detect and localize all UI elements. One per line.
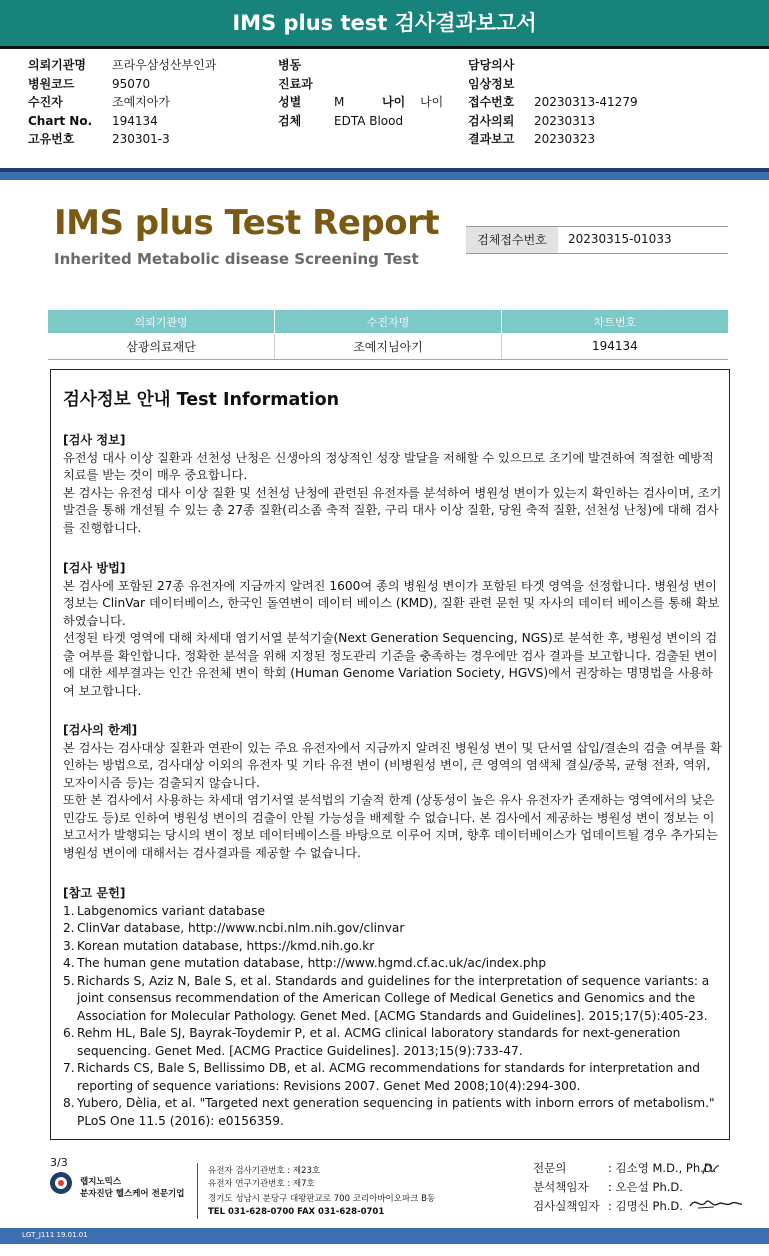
section-references bbox=[63, 885, 723, 1130]
reference-text: Korean mutation database, https://kmd.nih.go.kr bbox=[77, 938, 375, 953]
reference-text: Richards S, Aziz N, Bale S, et al. Standards and guidelines for the interpretation of sequence variants: a joint consensus recommendation of the American College of Medical Genetics and Genomics and the Association for Molecular Pathology. Genet Med. [ACMG Standards and Guidelines]. 2015;17(5):405-23. bbox=[77, 973, 710, 1023]
reference-text: Yubero, Dèlia, et al. "Targeted next generation sequencing in patients with inborn errors of metabolism." PLoS One 11.5 (2016): e0156359. bbox=[77, 1096, 715, 1128]
receipt-no-label: 접수번호 bbox=[468, 95, 515, 109]
signer-role-1: 전문의 bbox=[533, 1161, 567, 1175]
lab-address: 경기도 성남시 분당구 대왕판교로 700 코리아바이오파크 B동 bbox=[208, 1194, 436, 1204]
age-value: 나이 bbox=[420, 95, 444, 109]
signer-name-2: : 오은설 Ph.D. bbox=[608, 1180, 683, 1194]
reference-item: 8. Yubero, Dèlia, et al. "Targeted next generation sequencing in patients with inborn errors of metabolism." PLoS One 11.5 (2016): e0156359. bbox=[63, 1096, 715, 1128]
footer-divider bbox=[197, 1163, 198, 1219]
col-header-patient: 수진자명 bbox=[275, 310, 502, 333]
signer-role-3: 검사실책임자 bbox=[533, 1199, 600, 1213]
sex-label: 성별 bbox=[278, 95, 302, 109]
patient-name-label: 수진자 bbox=[28, 95, 63, 109]
signer-role-2: 분석책임자 bbox=[533, 1180, 589, 1194]
paragraph: 선정된 타겟 영역에 대해 차세대 염기서열 분석기술(Next Generation Sequencing, NGS)로 분석한 후, 병원성 변이의 검출 여부를 확인합니다. 정확한 분석을 위해 지정된 정도관리 기준을 충족하는 경우에만 검사 결과를 보고합니다. 검출된 변이에 대한 세부결과는 인간 유전체 변이 학회 (Human Genome Variation Society, HGVS)에서 권장하는 명명법을 사용하여 보고합니다. bbox=[63, 631, 718, 698]
lab-license-2: 유전자 연구기관번호 : 제7호 bbox=[208, 1179, 315, 1189]
specimen-value: EDTA Blood bbox=[334, 113, 404, 128]
reference-item: 5. Richards S, Aziz N, Bale S, et al. Standards and guidelines for the interpretation of sequence variants: a joint consensus recommendation of the American College of Medical Genetics and Genomics and the Association for Molecular Pathology. Genet Med. [ACMG Standards and Guidelines]. 2015;17(5):405-23. bbox=[63, 973, 710, 1023]
request-date-label: 검사의뢰 bbox=[468, 113, 515, 128]
reference-item: 1. Labgenomics variant database bbox=[63, 903, 266, 918]
reference-text: The human gene mutation database, http://www.hgmd.cf.ac.uk/ac/index.php bbox=[77, 956, 547, 970]
department-label: 진료과 bbox=[278, 76, 313, 91]
ordering-institution-label: 의뢰기관명 bbox=[28, 58, 86, 72]
doctor-label: 담당의사 bbox=[468, 58, 515, 72]
section-test-method bbox=[63, 560, 723, 700]
reference-item: 2. ClinVar database, http://www.ncbi.nlm.nih.gov/clinvar bbox=[63, 921, 405, 935]
col-header-chart: 차트번호 bbox=[501, 310, 728, 333]
reference-text: Richards CS, Bale S, Bellissimo DB, et al. ACMG recommendations for standards for interpretation and reporting of sequence variations: Revisions 2007. Genet Med 2008;10(4):294-300. bbox=[77, 1061, 701, 1093]
reference-text: ClinVar database, http://www.ncbi.nlm.nih.gov/clinvar bbox=[77, 921, 405, 935]
patient-info-col3 bbox=[468, 56, 638, 149]
signature-icon bbox=[688, 1194, 744, 1214]
age-label: 나이 bbox=[382, 95, 406, 109]
hospital-code-value: 95070 bbox=[112, 76, 151, 91]
reference-item: 3. Korean mutation database, https://kmd.nih.go.kr bbox=[63, 938, 375, 953]
sex-value: M bbox=[334, 95, 345, 109]
reference-text: Labgenomics variant database bbox=[77, 903, 266, 918]
receipt-no-value: 20230313-41279 bbox=[534, 95, 638, 109]
signer-name-3: : 김명신 Ph.D. bbox=[608, 1199, 683, 1213]
company-tagline: 분자진단 헬스케어 전문기업 bbox=[80, 1189, 185, 1199]
section-heading: [검사 방법] bbox=[63, 561, 126, 575]
hospital-code-label: 병원코드 bbox=[28, 76, 75, 91]
report-date-label: 결과보고 bbox=[468, 132, 515, 146]
reference-text: Rehm HL, Bale SJ, Bayrak-Toydemir P, et al. ACMG clinical laboratory standards for next-generation sequencing. Genet Med. [ACMG Practice Guidelines]. 2013;15(9):733-47. bbox=[77, 1026, 681, 1058]
test-information-box bbox=[50, 369, 730, 1140]
section-heading: [검사 정보] bbox=[63, 433, 126, 447]
chart-no-label: Chart No. bbox=[28, 113, 93, 128]
cell-institution: 삼광의료재단 bbox=[48, 333, 275, 360]
patient-info-col2 bbox=[278, 56, 443, 130]
patient-name-value: 조예지아가 bbox=[112, 95, 170, 109]
lab-contact: TEL 031-628-0700 FAX 031-628-0701 bbox=[208, 1207, 385, 1217]
report-subtitle: Inherited Metabolic disease Screening Test bbox=[54, 250, 419, 268]
ordering-institution-value: 프라우삼성산부인과 bbox=[112, 58, 217, 72]
summary-table bbox=[48, 310, 728, 360]
report-title-bar: IMS plus test 검사결과보고서 bbox=[0, 0, 769, 49]
reference-list bbox=[63, 903, 723, 1131]
specimen-label: 검체 bbox=[278, 113, 302, 128]
section-heading: [참고 문헌] bbox=[63, 886, 126, 900]
specimen-receipt-label: 검체접수번호 bbox=[466, 227, 558, 253]
section-heading: [검사의 한계] bbox=[63, 723, 138, 737]
unique-no-label: 고유번호 bbox=[28, 132, 75, 146]
request-date-value: 20230313 bbox=[534, 113, 596, 128]
reference-item: 6. Rehm HL, Bale SJ, Bayrak-Toydemir P, et al. ACMG clinical laboratory standards for next-generation sequencing. Genet Med. [ACMG Practice Guidelines]. 2013;15(9):733-47. bbox=[63, 1026, 681, 1058]
reference-item: 7. Richards CS, Bale S, Bellissimo DB, et al. ACMG recommendations for standards for interpretation and reporting of sequence variations: Revisions 2007. Genet Med 2008;10(4):294-300. bbox=[63, 1061, 701, 1093]
summary-table-row bbox=[48, 333, 728, 360]
paragraph: 본 검사는 유전성 대사 이상 질환 및 선천성 난청에 관련된 유전자를 분석하여 병원성 변이가 있는지 확인하는 검사이며, 조기 발견을 통해 개선될 수 있는 총 27종 질환(리소좀 축적 질환, 구리 대사 이상 질환, 당원 축적 질환, 선천성 난청)에 대해 검사를 진행합니다. bbox=[63, 485, 722, 535]
paragraph: 본 검사는 검사대상 질환과 연관이 있는 주요 유전자에서 지금까지 알려진 병원성 변이 및 단서열 삽입/결손의 검출 여부를 확인하는 방법으로, 검사대상 이외의 유전자 및 기타 유전 변이 (비병원성 변이, 큰 영역의 염색체 결실/중복, 균형 전좌, 역위, 모자이시즘 등)는 검출되지 않습니다. bbox=[63, 740, 722, 790]
signer-name-1: : 김소영 M.D., Ph.D. bbox=[608, 1161, 717, 1175]
signature-mark-icon bbox=[700, 1158, 722, 1180]
unique-no-value: 230301-3 bbox=[112, 132, 170, 146]
specimen-receipt-box bbox=[466, 226, 728, 254]
report-title: IMS plus Test Report bbox=[54, 203, 440, 243]
ward-label: 병동 bbox=[278, 58, 302, 72]
patient-info-col1 bbox=[28, 56, 216, 149]
specimen-receipt-value: 20230315-01033 bbox=[568, 232, 672, 246]
lab-license-1: 유전자 검사기관번호 : 제23호 bbox=[208, 1166, 321, 1176]
header-divider-blue bbox=[0, 172, 769, 180]
cell-patient: 조예지님아기 bbox=[275, 333, 502, 360]
summary-table-header bbox=[48, 310, 728, 333]
col-header-institution: 의뢰기관명 bbox=[48, 310, 275, 333]
paragraph: 또한 본 검사에서 사용하는 차세대 염기서열 분석법의 기술적 한계 (상동성이 높은 유사 유전자가 존재하는 영역에서의 낮은 민감도 등)로 인하여 병원성 변이의 검출이 안될 가능성을 배제할 수 없습니다. 본 검사에서 제공하는 병원성 변이 정보는 이 보고서가 발행되는 당시의 변이 정보 데이터베이스를 바탕으로 이루어 지며, 향후 데이터베이스가 업데이트될 경우 추가되는 병원성 변이에 대해서는 검사결과를 제공할 수 없습니다. bbox=[63, 793, 718, 860]
clinical-info-label: 임상정보 bbox=[468, 76, 515, 91]
footer-bar bbox=[0, 1228, 769, 1244]
cell-chart: 194134 bbox=[501, 333, 728, 360]
page-number: 3/3 bbox=[50, 1156, 68, 1169]
company-logo-icon bbox=[50, 1172, 72, 1194]
chart-no-value: 194134 bbox=[112, 113, 158, 128]
report-date-value: 20230323 bbox=[534, 132, 596, 146]
test-information-title: 검사정보 안내 Test Information bbox=[63, 390, 340, 410]
paragraph: 유전성 대사 이상 질환과 선천성 난청은 신생아의 정상적인 성장 발달을 저해할 수 있으므로 조기에 발견하여 적절한 예방적 치료를 받는 것이 매우 중요합니다. bbox=[63, 450, 714, 482]
paragraph: 본 검사에 포함된 27종 유전자에 지금까지 알려진 1600여 종의 병원성 변이가 포함된 타겟 영역을 선정합니다. 병원성 변이 정보는 ClinVar 데이터베이스, 한국인 돌연변이 데이터 베이스 (KMD), 질환 관련 문헌 및 자사의 데이터 베이스를 통해 확보하였습니다. bbox=[63, 578, 720, 628]
section-test-limitations bbox=[63, 722, 723, 862]
section-test-info bbox=[63, 432, 723, 537]
reference-item: 4. The human gene mutation database, http://www.hgmd.cf.ac.uk/ac/index.php bbox=[63, 956, 547, 970]
form-code: LGT_J111 19.01.01 bbox=[22, 1231, 88, 1239]
company-name: 랩지노믹스 bbox=[80, 1177, 122, 1187]
